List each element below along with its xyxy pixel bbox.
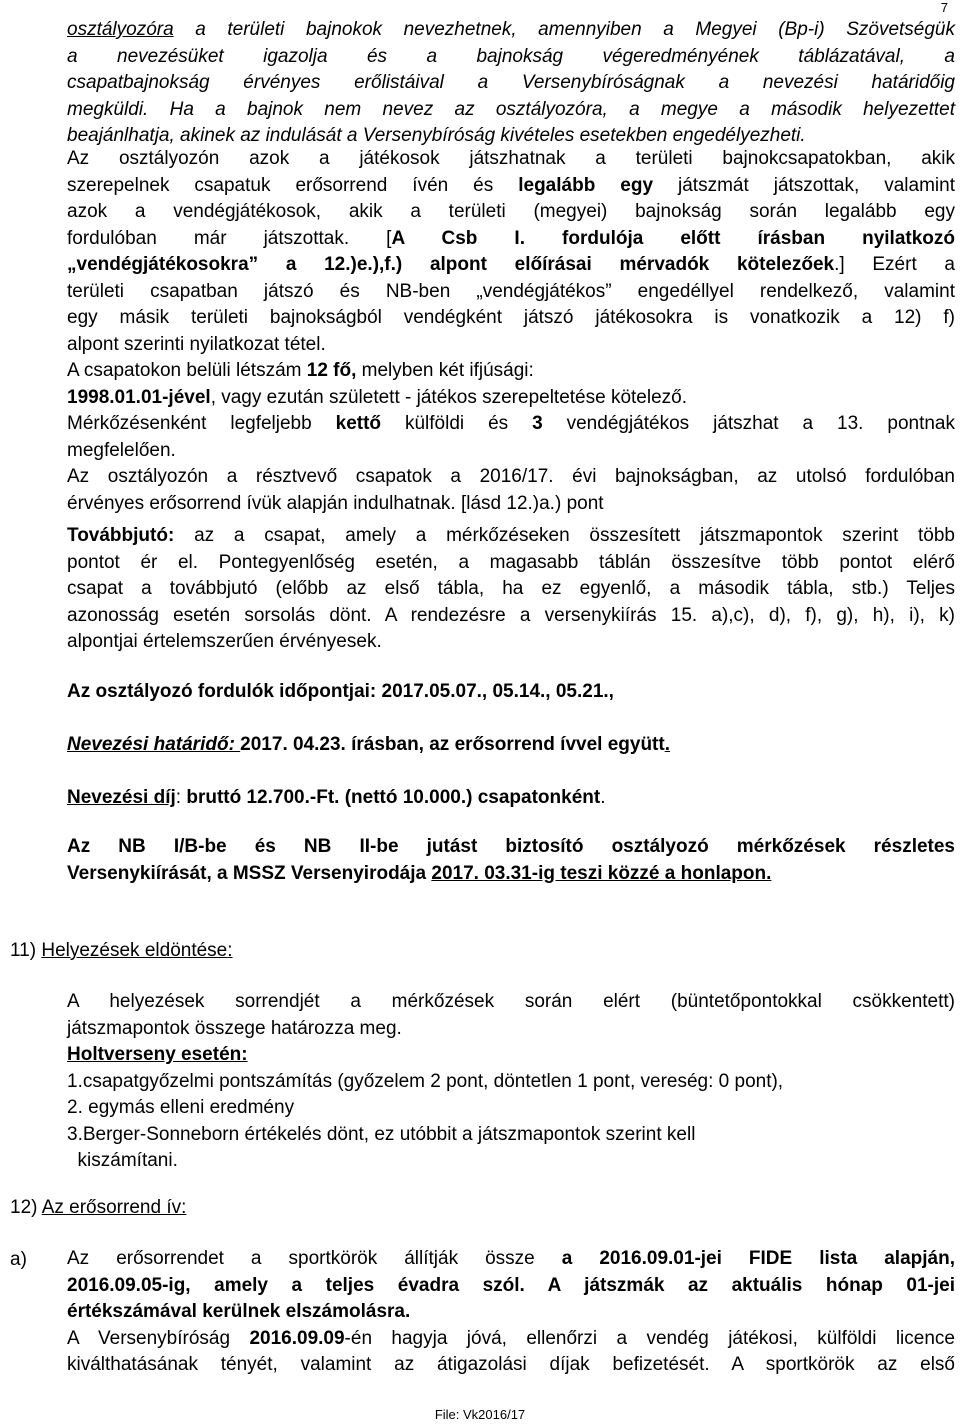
text-line: fordulóban már játszottak. [A Csb I. fordulója előtt írásban nyilatkozó xyxy=(67,227,955,249)
text-line: A Versenybíróság 2016.09.09-én hagyja jóvá, ellenőrzi a vendég játékosi, külföldi licence xyxy=(67,1327,955,1349)
page-footer: File: Vk2016/17 xyxy=(434,1407,526,1422)
text-line: a nevezésüket igazolja és a bajnokság végeredményének táblázatával, a xyxy=(67,45,955,67)
text-line: Versenykiírását, a MSSZ Versenyirodája 2017. 03.31-ig teszi közzé a honlapon. xyxy=(67,862,772,884)
page-number: 7 xyxy=(940,0,948,15)
text-line: Az NB I/B-be és NB II-be jutást biztosító osztályozó mérkőzések részletes xyxy=(67,836,955,857)
text-line: csapatbajnokság érvényes erőlistáival a Versenybíróságnak a nevezési határidőig xyxy=(67,72,955,93)
text-line: játszmapontok összege határozza meg. xyxy=(67,1017,402,1039)
text-line: Az osztályozón azok a játékosok játszhatnak a területi bajnokcsapatokban, akik xyxy=(67,148,955,169)
text-line: „vendégjátékosokra” a 12.)e.),f.) alpont előírásai mérvadók kötelezőek.] Ezért a xyxy=(67,254,956,275)
list-item: kiszámítani. xyxy=(67,1150,178,1171)
section-12a-body xyxy=(67,1246,955,1379)
text-line: A helyezések sorrendjét a mérkőzések során elért (büntetőpontokkal csökkentett) xyxy=(67,991,955,1012)
text-line: Továbbjutó: az a csapat, amely a mérkőzéseken összesített játszmapontok szerint több xyxy=(67,525,955,546)
paragraph-eligibility xyxy=(67,17,955,150)
text-line: Az erősorrendet a sportkörök állítják össze a 2016.09.01-jei FIDE lista alapján, xyxy=(67,1248,955,1269)
nb-announcement xyxy=(67,834,955,887)
text-line: osztályozóra a területi bajnokok nevezhetnek, amennyiben a Megyei (Bp-i) Szövetségük xyxy=(67,19,955,40)
list-item: 3.Berger-Sonneborn értékelés dönt, ez utóbbit a játszmapontok szerint kell xyxy=(67,1123,696,1145)
text-line: azonosság esetén sorsolás dönt. A rendezésre a versenykiírás 15. a),c), d), f), g), h), i), k) xyxy=(67,604,955,626)
text-line: pontot ér el. Pontegyenlőség esetén, a magasabb táblán összesítve több pontot elérő xyxy=(67,551,955,573)
text-line: Az osztályozón a résztvevő csapatok a 2016/17. évi bajnokságban, az utolsó fordulóban xyxy=(67,466,955,487)
text-line: 2016.09.05-ig, amely a teljes évadra szól. A játszmák az aktuális hónap 01-jei xyxy=(67,1274,955,1296)
text-line: egy másik területi bajnokságból vendégként játszó játékosokra is vonatkozik a 12) f) xyxy=(67,307,955,328)
underlined-term: osztályozóra xyxy=(67,19,174,40)
text-line: Mérkőzésenként legfeljebb kettő külföldi és 3 vendégjátékos játszhat a 13. pontnak xyxy=(67,413,955,434)
text-line: területi csapatban játszó és NB-ben „vendégjátékos” engedéllyel rendelkező, valamint xyxy=(67,280,955,302)
text-line: megküldi. Ha a bajnok nem nevez az osztályozóra, a megye a második helyezettet xyxy=(67,98,955,120)
text-line: alpontjai értelemszerűen érvényesek. xyxy=(67,631,382,652)
section-12-heading: 12) Az erősorrend ív: xyxy=(10,1197,187,1218)
entry-deadline: Nevezési határidő: 2017. 04.23. írásban, az erősorrend ívvel együtt. xyxy=(67,734,670,755)
list-item: 1.csapatgyőzelmi pontszámítás (győzelem 2 pont, döntetlen 1 pont, vereség: 0 pont), xyxy=(67,1070,784,1092)
section-11-heading: 11) Helyezések eldöntése: xyxy=(10,940,233,961)
text-line: értékszámával kerülnek elszámolásra. xyxy=(67,1301,411,1322)
text-line: csapat a továbbjutó (előbb az első tábla, ha ez egyenlő, a második tábla, stb.) Teljes xyxy=(67,578,955,599)
text-line: azok a vendégjátékosok, akik a területi (megyei) bajnokság során legalább egy xyxy=(67,201,955,222)
list-marker-a: a) xyxy=(10,1249,27,1270)
entry-fee: Nevezési díj: bruttó 12.700.-Ft. (nettó 10.000.) csapatonként. xyxy=(67,787,606,808)
text-line: szerepelnek csapatuk erősorrend ívén és legalább egy játszmát játszottak, valamint xyxy=(67,174,955,196)
text-line: érvényes erősorrend ívük alapján indulhatnak. [lásd 12.)a.) pont xyxy=(67,492,604,514)
paragraph-advancement xyxy=(67,523,955,656)
text-line: A csapatokon belüli létszám 12 fő, melyben két ifjúsági: xyxy=(67,360,534,381)
text-line: alpont szerinti nyilatkozat tétel. xyxy=(67,333,326,355)
paragraph-players xyxy=(67,146,955,517)
tie-break-heading: Holtverseny esetén: xyxy=(67,1044,248,1065)
text-line: kiválthatásának tényét, valamint az átigazolási díjak befizetését. A sportkörök az első xyxy=(67,1354,955,1375)
section-11-body xyxy=(67,989,955,1175)
round-dates: Az osztályozó fordulók időpontjai: 2017.05.07., 05.14., 05.21., xyxy=(67,681,614,702)
list-item: 2. egymás elleni eredmény xyxy=(67,1097,295,1118)
text-line: megfelelően. xyxy=(67,439,176,461)
text-line: beajánlhatja, akinek az indulását a Versenybíróság kivételes esetekben engedélyezheti. xyxy=(67,125,806,146)
text-line: 1998.01.01-jével, vagy ezután született - játékos szerepeltetése kötelező. xyxy=(67,386,688,408)
